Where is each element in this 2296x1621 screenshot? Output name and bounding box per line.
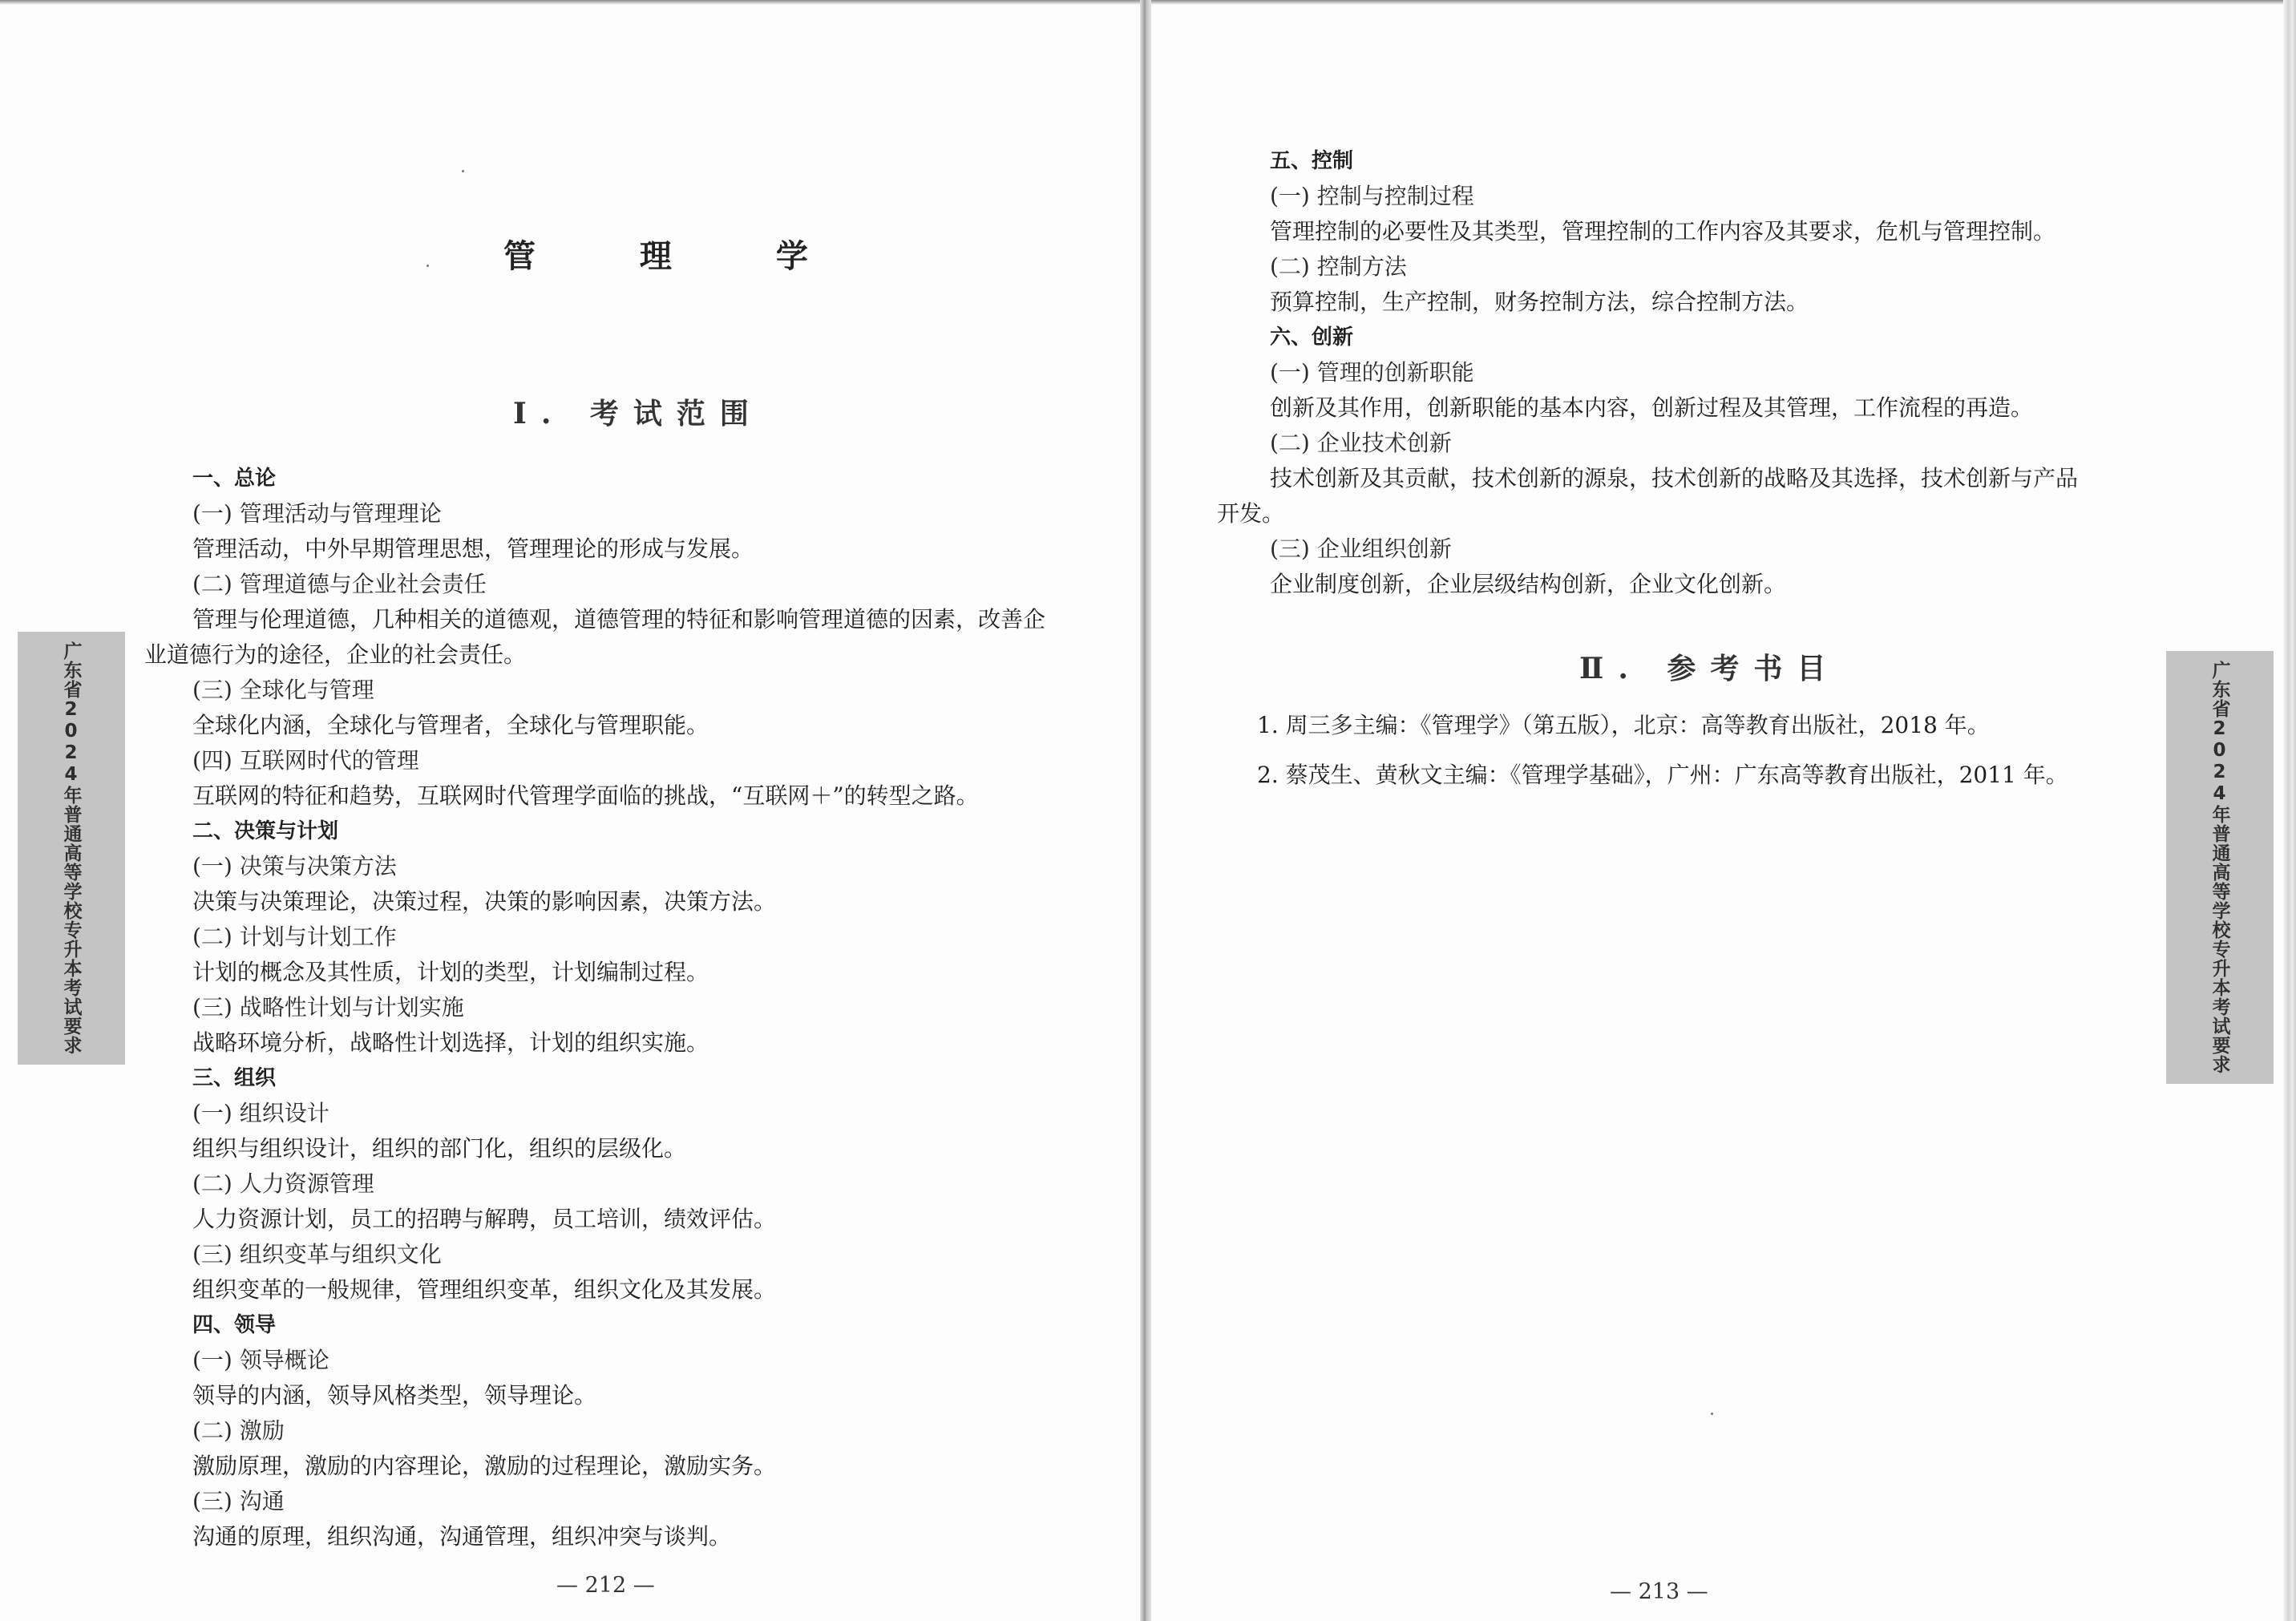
subsection-heading: (二) 企业技术创新 (1270, 430, 1452, 456)
side-tab-label: 广东省2024年普通高等学校专升本考试要求 (60, 641, 82, 1055)
subsection-heading: (四) 互联网时代的管理 (192, 747, 419, 774)
reference-item: 1. 周三多主编：《管理学》（第五版），北京：高等教育出版社，2018 年。 (1257, 712, 1990, 738)
subsection-heading: (三) 组织变革与组织文化 (192, 1241, 442, 1267)
body-text-line: 人力资源计划，员工的招聘与解聘，员工培训，绩效评估。 (192, 1206, 777, 1232)
body-text-line: 计划的概念及其性质，计划的类型，计划编制过程。 (192, 959, 709, 985)
scan-speck (1711, 1413, 1713, 1415)
body-text-line: 企业制度创新，企业层级结构创新，企业文化创新。 (1270, 571, 1787, 597)
body-text-line: 技术创新及其贡献，技术创新的源泉，技术创新的战略及其选择，技术创新与产品 (1270, 465, 2079, 491)
scan-speck (426, 265, 429, 267)
subsection-heading: (二) 计划与计划工作 (192, 924, 397, 950)
page-edge (2283, 0, 2296, 1621)
subsection-heading: (一) 决策与决策方法 (192, 853, 397, 879)
body-text-line: 激励原理，激励的内容理论，激励的过程理论，激励实务。 (192, 1453, 777, 1479)
body-text-line: 组织变革的一般规律，管理组织变革，组织文化及其发展。 (192, 1276, 777, 1303)
chapter-heading: 四、领导 (192, 1313, 277, 1337)
reference-item: 2. 蔡茂生、黄秋文主编：《管理学基础》，广州：广东高等教育出版社，2011 年。 (1257, 762, 2068, 788)
subsection-heading: (一) 管理活动与管理理论 (192, 500, 442, 527)
subsection-heading: (三) 沟通 (192, 1488, 285, 1514)
subsection-heading: (二) 控制方法 (1270, 253, 1407, 280)
chapter-heading: 二、决策与计划 (192, 819, 339, 843)
body-text-line: 领导的内涵，领导风格类型，领导理论。 (192, 1382, 597, 1409)
body-text-line: 组织与组织设计，组织的部门化，组织的层级化。 (192, 1135, 687, 1162)
page-top-shadow (0, 0, 1140, 5)
body-text-line: 沟通的原理，组织沟通，沟通管理，组织冲突与谈判。 (192, 1523, 732, 1550)
subsection-heading: (三) 企业组织创新 (1270, 536, 1452, 562)
body-text-line: 决策与决策理论，决策过程，决策的影响因素，决策方法。 (192, 888, 777, 915)
left-page (0, 0, 1140, 1621)
subsection-heading: (一) 控制与控制过程 (1270, 183, 1474, 209)
chapter-heading: 三、组织 (192, 1066, 277, 1090)
body-text-line: 业道德行为的途径，企业的社会责任。 (144, 641, 527, 668)
body-text-line: 互联网的特征和趋势，互联网时代管理学面临的挑战，“互联网＋”的转型之路。 (192, 782, 979, 809)
side-tab-right (2166, 651, 2274, 1084)
section-heading-exam-scope: Ⅰ. 考试范围 (513, 397, 763, 431)
body-text-line: 创新及其作用，创新职能的基本内容，创新过程及其管理，工作流程的再造。 (1270, 394, 2034, 421)
page-number-right: — 213 — (1610, 1579, 1708, 1604)
chapter-heading: 一、总论 (192, 467, 277, 491)
chapter-heading: 五、控制 (1270, 149, 1354, 173)
body-text-line: 管理活动，中外早期管理思想，管理理论的形成与发展。 (192, 536, 754, 562)
body-text-line: 管理与伦理道德，几种相关的道德观，道德管理的特征和影响管理道德的因素，改善企 (192, 606, 1046, 633)
body-text-line: 管理控制的必要性及其类型，管理控制的工作内容及其要求，危机与管理控制。 (1270, 218, 2056, 245)
subsection-heading: (一) 管理的创新职能 (1270, 359, 1474, 386)
subsection-heading: (二) 激励 (192, 1417, 285, 1444)
document-title: 管 理 学 (503, 237, 855, 275)
body-text-line: 预算控制，生产控制，财务控制方法，综合控制方法。 (1270, 289, 1809, 315)
scan-speck (462, 170, 464, 172)
side-tab-left (18, 632, 125, 1065)
chapter-heading: 六、创新 (1270, 325, 1354, 350)
body-text-line: 战略环境分析，战略性计划选择，计划的组织实施。 (192, 1029, 709, 1056)
page-number-left: — 212 — (556, 1573, 655, 1598)
book-spine (1140, 0, 1151, 1621)
subsection-heading: (一) 组织设计 (192, 1100, 329, 1126)
subsection-heading: (二) 人力资源管理 (192, 1170, 374, 1197)
subsection-heading: (二) 管理道德与企业社会责任 (192, 571, 487, 597)
side-tab-label: 广东省2024年普通高等学校专升本考试要求 (2209, 661, 2230, 1074)
subsection-heading: (三) 战略性计划与计划实施 (192, 994, 464, 1021)
section-heading-references: Ⅱ. 参考书目 (1579, 652, 1841, 685)
subsection-heading: (三) 全球化与管理 (192, 677, 374, 703)
right-page (1151, 0, 2296, 1621)
page-top-shadow (1151, 0, 2296, 5)
subsection-heading: (一) 领导概论 (192, 1347, 329, 1373)
body-text-line: 开发。 (1217, 500, 1285, 527)
body-text-line: 全球化内涵，全球化与管理者，全球化与管理职能。 (192, 712, 709, 738)
